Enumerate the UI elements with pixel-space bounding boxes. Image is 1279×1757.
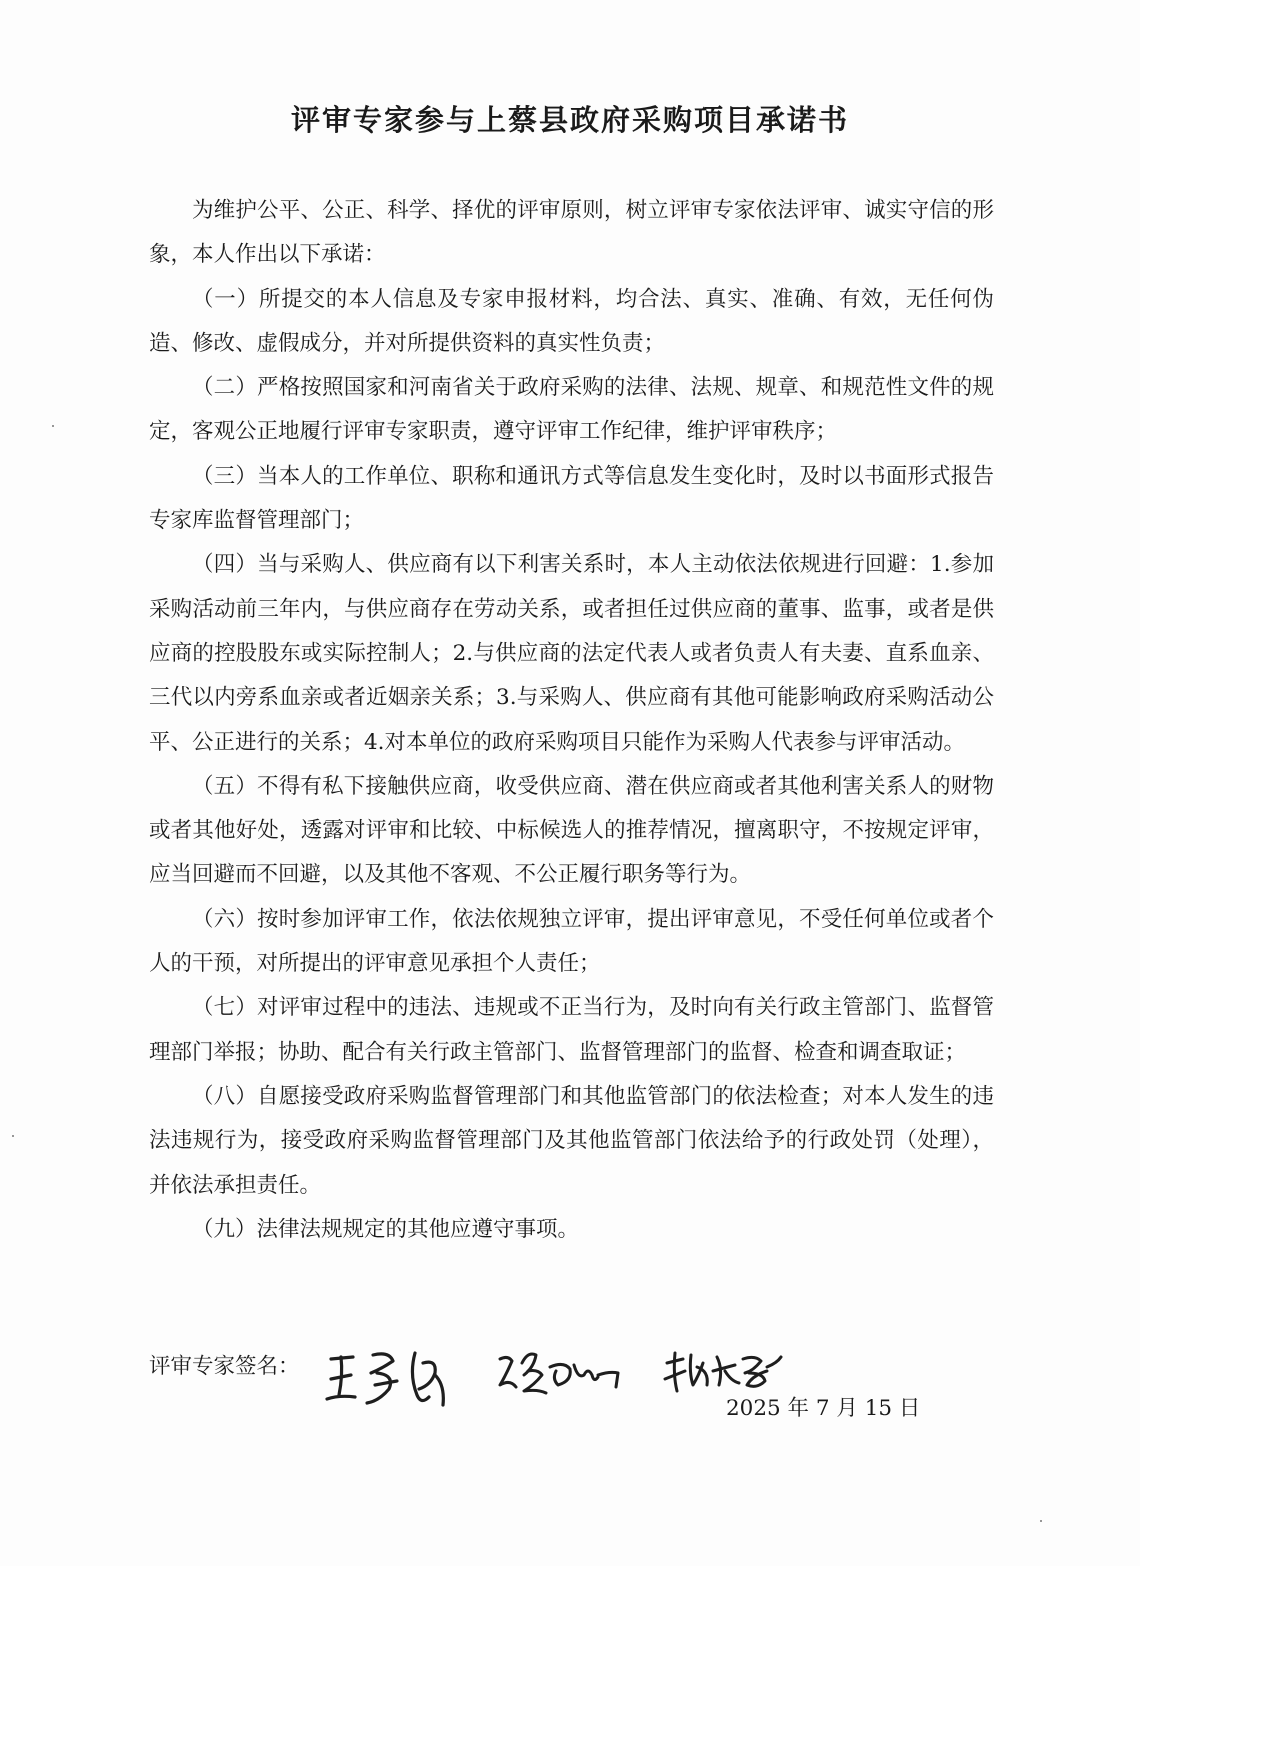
scan-speck bbox=[1040, 1520, 1042, 1522]
scan-speck bbox=[12, 1135, 14, 1137]
paragraph-item-7: （七）对评审过程中的违法、违规或不正当行为，及时向有关行政主管部门、监督管理部门举报；协助、配合有关行政主管部门、监督管理部门的监督、检查和调查取证； bbox=[149, 995, 994, 1065]
signature-label: 评审专家签名： bbox=[149, 1354, 300, 1379]
paragraph-item-2: （二）严格按照国家和河南省关于政府采购的法律、法规、规章、和规范性文件的规定，客观公正地履行评审专家职责，遵守评审工作纪律，维护评审秩序； bbox=[149, 375, 994, 445]
scan-speck bbox=[52, 425, 54, 427]
handwritten-signature-2 bbox=[494, 1345, 629, 1405]
paragraph-item-4: （四）当与采购人、供应商有以下利害关系时，本人主动依法依规进行回避：1.参加采购活动前三年内，与供应商存在劳动关系，或者担任过供应商的董事、监事，或者是供应商的控股股东或实际控制人；2.与供应商的法定代表人或者负责人有夫妻、直系血亲、三代以内旁系血亲或者近姻亲关系；3.与采购人、供应商有其他可能影响政府采购活动公平、公正进行的关系；4.对本单位的政府采购项目只能作为采购人代表参与评审活动。 bbox=[149, 552, 994, 755]
handwritten-signature-1 bbox=[319, 1345, 459, 1413]
paragraph-item-9: （九）法律法规规定的其他应遵守事项。 bbox=[192, 1216, 580, 1242]
paragraph-intro: 为维护公平、公正、科学、择优的评审原则，树立评审专家依法评审、诚实守信的形象，本人作出以下承诺： bbox=[149, 198, 994, 268]
paragraph-item-1: （一）所提交的本人信息及专家申报材料，均合法、真实、准确、有效，无任何伪造、修改、虚假成分，并对所提供资料的真实性负责； bbox=[149, 286, 994, 356]
document-date: 2025 年 7 月 15 日 bbox=[726, 1396, 921, 1421]
paragraph-item-8: （八）自愿接受政府采购监督管理部门和其他监管部门的依法检查；对本人发生的违法违规行为，接受政府采购监督管理部门及其他监管部门依法给予的行政处罚（处理），并依法承担责任。 bbox=[149, 1083, 994, 1198]
paragraph-item-5: （五）不得有私下接触供应商，收受供应商、潜在供应商或者其他利害关系人的财物或者其他好处，透露对评审和比较、中标候选人的推荐情况，擅离职守，不按规定评审，应当回避而不回避，以及其他不客观、不公正履行职务等行为。 bbox=[149, 773, 994, 888]
paragraph-item-3: （三）当本人的工作单位、职称和通讯方式等信息发生变化时，及时以书面形式报告专家库监督管理部门； bbox=[149, 463, 994, 534]
document-title: 评审专家参与上蔡县政府采购项目承诺书 bbox=[290, 103, 849, 137]
document-body bbox=[149, 189, 994, 1252]
paragraph-item-6: （六）按时参加评审工作，依法依规独立评审，提出评审意见，不受任何单位或者个人的干预，对所提出的评审意见承担个人责任； bbox=[149, 906, 994, 977]
